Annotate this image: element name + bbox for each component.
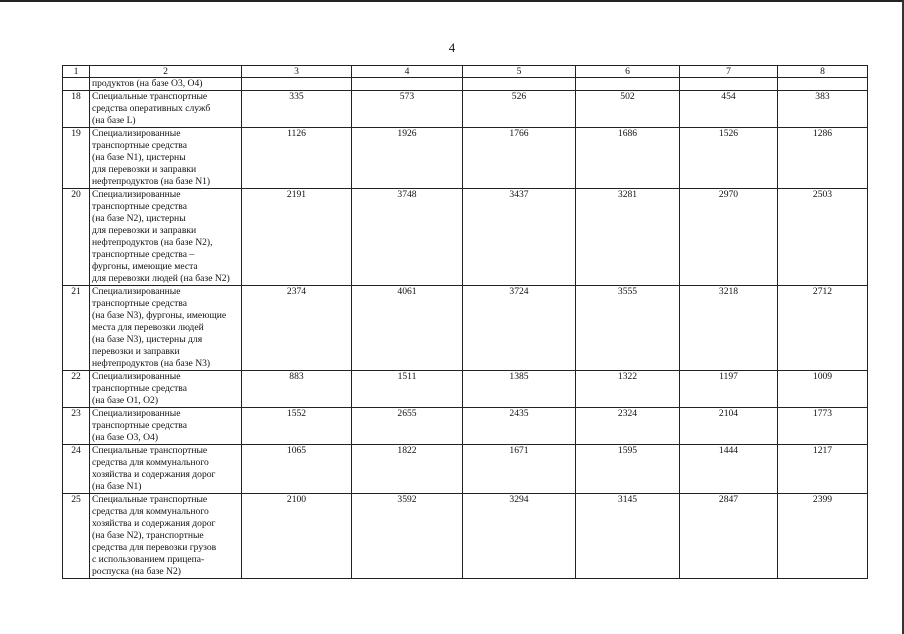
value-cell-col-4	[352, 78, 463, 91]
value-cell-col-8: 2712	[778, 286, 868, 371]
value-cell-col-7: 2847	[680, 494, 778, 579]
value-cell-col-7: 2104	[680, 408, 778, 445]
value-cell-col-3: 2191	[242, 189, 352, 286]
column-header-4: 4	[352, 66, 463, 78]
value-cell-col-5: 526	[463, 91, 576, 128]
value-cell-col-8: 2503	[778, 189, 868, 286]
table-row	[63, 189, 868, 286]
vehicle-category: Специализированные транспортные средства (на базе О3, О4)	[90, 408, 242, 445]
vehicle-category: Специализированные транспортные средства (на базе N2), цистерны для перевозки и заправки нефтепродуктов (на базе N2), транспортные средства – фургоны, имеющие места для перевозки людей (на базе N2)	[90, 189, 242, 286]
scan-edge-top	[0, 0, 904, 2]
value-cell-col-5: 3437	[463, 189, 576, 286]
value-cell-col-3: 2374	[242, 286, 352, 371]
value-cell-col-3: 335	[242, 91, 352, 128]
value-cell-col-8: 1009	[778, 371, 868, 408]
table-row	[63, 371, 868, 408]
value-cell-col-5: 3294	[463, 494, 576, 579]
table-row	[63, 91, 868, 128]
row-number: 18	[63, 91, 90, 128]
row-number: 20	[63, 189, 90, 286]
header-row	[63, 66, 868, 78]
row-number: 25	[63, 494, 90, 579]
value-cell-col-5: 1766	[463, 128, 576, 189]
value-cell-col-4: 3592	[352, 494, 463, 579]
row-number: 21	[63, 286, 90, 371]
table-row	[63, 286, 868, 371]
value-cell-col-6: 502	[576, 91, 680, 128]
value-cell-col-7: 454	[680, 91, 778, 128]
vehicle-category: Специализированные транспортные средства (на базе N3), фургоны, имеющие места для перевозки людей (на базе N3), цистерны для перевозки и заправки нефтепродуктов (на базе N3)	[90, 286, 242, 371]
value-cell-col-7: 1526	[680, 128, 778, 189]
value-cell-col-3: 1552	[242, 408, 352, 445]
tariff-table	[62, 65, 868, 579]
vehicle-category: Специальные транспортные средства оперативных служб (на базе L)	[90, 91, 242, 128]
row-number: 22	[63, 371, 90, 408]
column-header-6: 6	[576, 66, 680, 78]
value-cell-col-5: 2435	[463, 408, 576, 445]
column-header-7: 7	[680, 66, 778, 78]
column-header-2: 2	[90, 66, 242, 78]
row-number: 23	[63, 408, 90, 445]
value-cell-col-6: 1595	[576, 445, 680, 494]
table-row	[63, 445, 868, 494]
value-cell-col-4: 1511	[352, 371, 463, 408]
value-cell-col-8: 2399	[778, 494, 868, 579]
value-cell-col-8: 1286	[778, 128, 868, 189]
value-cell-col-5: 1671	[463, 445, 576, 494]
value-cell-col-4: 573	[352, 91, 463, 128]
value-cell-col-8: 383	[778, 91, 868, 128]
value-cell-col-6: 3145	[576, 494, 680, 579]
column-header-8: 8	[778, 66, 868, 78]
value-cell-col-4: 3748	[352, 189, 463, 286]
vehicle-category: Специализированные транспортные средства (на базе N1), цистерны для перевозки и заправки нефтепродуктов (на базе N1)	[90, 128, 242, 189]
value-cell-col-6: 1686	[576, 128, 680, 189]
value-cell-col-5	[463, 78, 576, 91]
value-cell-col-8: 1773	[778, 408, 868, 445]
value-cell-col-7: 2970	[680, 189, 778, 286]
value-cell-col-6	[576, 78, 680, 91]
value-cell-col-7	[680, 78, 778, 91]
vehicle-category: Специальные транспортные средства для коммунального хозяйства и содержания дорог (на базе N2), транспортные средства для перевозки грузов с использованием прицепа- роспуска (на базе N2)	[90, 494, 242, 579]
column-header-5: 5	[463, 66, 576, 78]
row-number: 19	[63, 128, 90, 189]
table-body	[63, 78, 868, 579]
value-cell-col-7: 1444	[680, 445, 778, 494]
page-number: 4	[448, 40, 456, 55]
row-number	[63, 78, 90, 91]
vehicle-category: Специализированные транспортные средства (на базе О1, О2)	[90, 371, 242, 408]
value-cell-col-6: 2324	[576, 408, 680, 445]
row-number: 24	[63, 445, 90, 494]
column-header-1: 1	[63, 66, 90, 78]
value-cell-col-3	[242, 78, 352, 91]
value-cell-col-7: 1197	[680, 371, 778, 408]
value-cell-col-4: 2655	[352, 408, 463, 445]
value-cell-col-3: 1126	[242, 128, 352, 189]
table-row	[63, 494, 868, 579]
value-cell-col-5: 1385	[463, 371, 576, 408]
value-cell-col-3: 1065	[242, 445, 352, 494]
table-row	[63, 408, 868, 445]
column-header-3: 3	[242, 66, 352, 78]
vehicle-category: продуктов (на базе О3, О4)	[90, 78, 242, 91]
value-cell-col-7: 3218	[680, 286, 778, 371]
continuation-row	[63, 78, 868, 91]
vehicle-category: Специальные транспортные средства для коммунального хозяйства и содержания дорог (на базе N1)	[90, 445, 242, 494]
value-cell-col-4: 4061	[352, 286, 463, 371]
value-cell-col-8	[778, 78, 868, 91]
value-cell-col-3: 2100	[242, 494, 352, 579]
value-cell-col-6: 3281	[576, 189, 680, 286]
table-row	[63, 128, 868, 189]
value-cell-col-4: 1822	[352, 445, 463, 494]
value-cell-col-8: 1217	[778, 445, 868, 494]
value-cell-col-5: 3724	[463, 286, 576, 371]
value-cell-col-6: 3555	[576, 286, 680, 371]
value-cell-col-4: 1926	[352, 128, 463, 189]
value-cell-col-3: 883	[242, 371, 352, 408]
value-cell-col-6: 1322	[576, 371, 680, 408]
